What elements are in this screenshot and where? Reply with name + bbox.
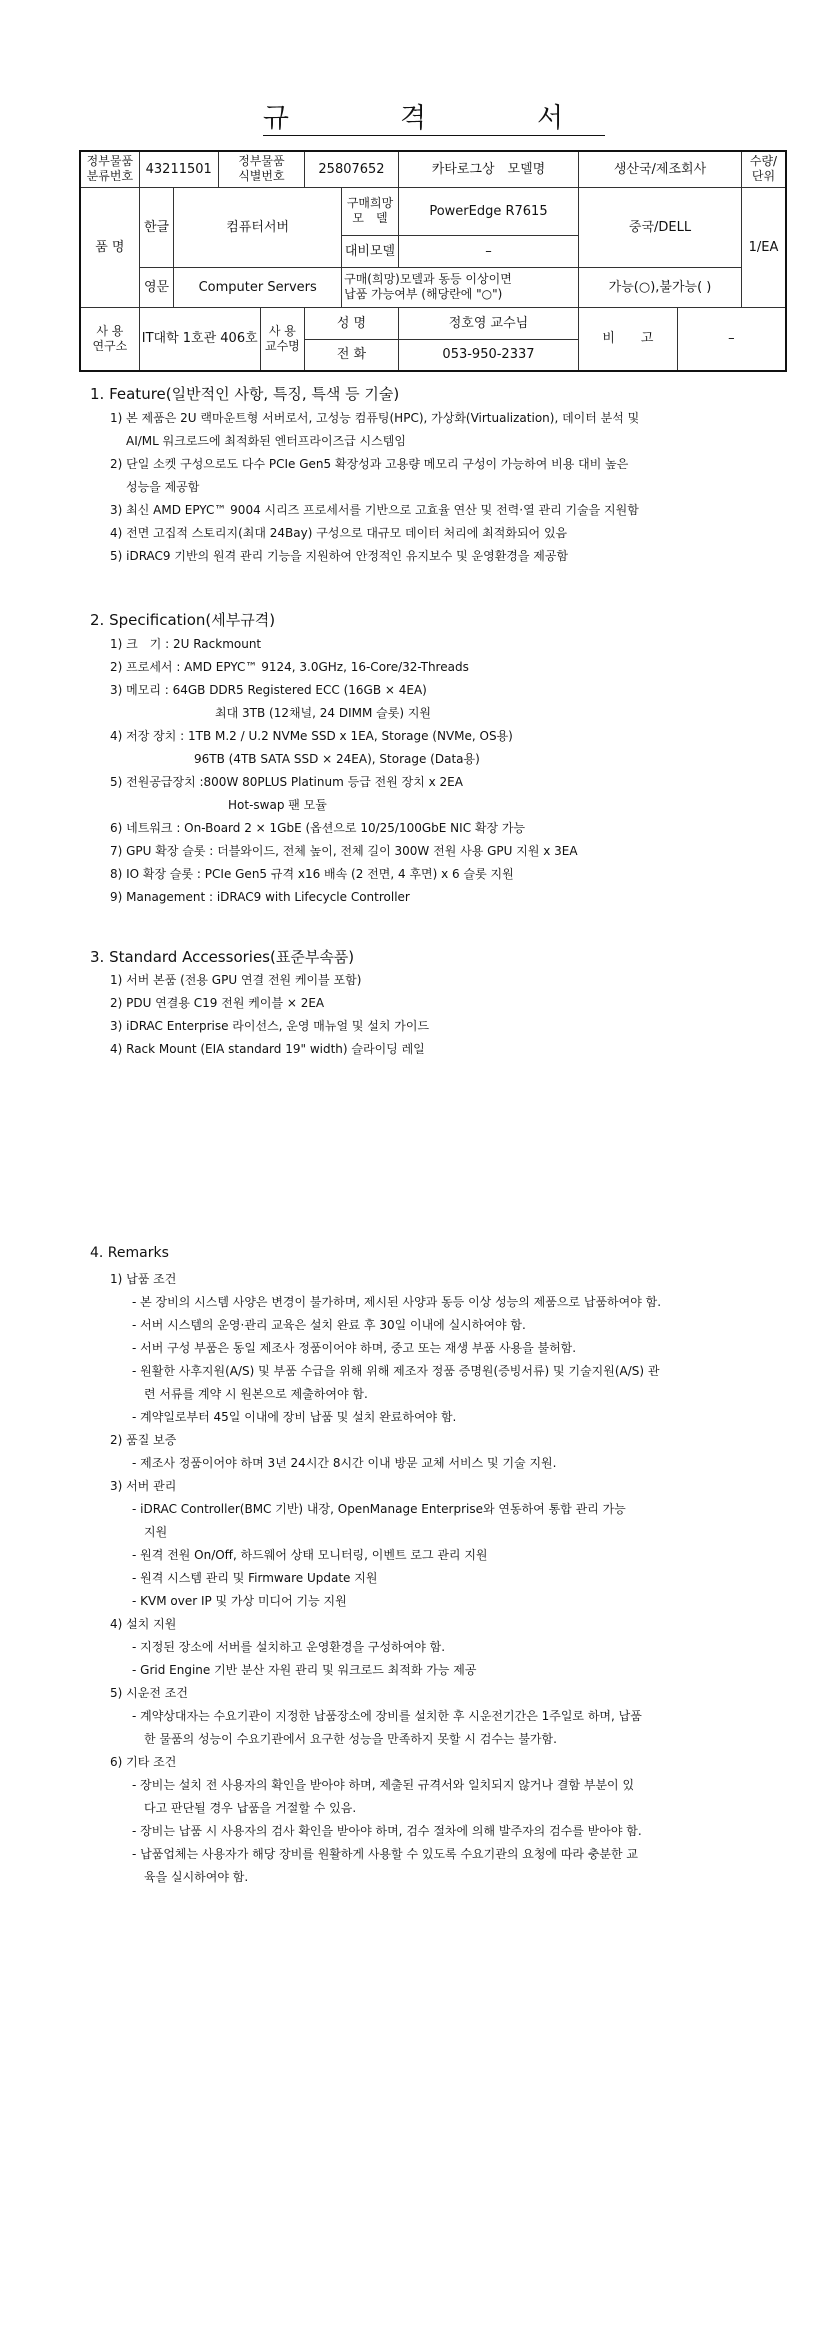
- spec-table: [79, 150, 787, 372]
- phone-label: 전 화: [305, 339, 399, 371]
- list-item: - 장비는 납품 시 사용자의 검사 확인을 받아야 하며, 검수 절차에 의해 발주자의 검수를 받아야 함.: [132, 1824, 642, 1838]
- remarks-value: –: [677, 307, 786, 371]
- catalog-model-label: 카타로그상 모델명: [398, 151, 578, 187]
- english-label: 영문: [139, 267, 174, 307]
- list-item: 8) IO 확장 슬롯 : PCIe Gen5 규격 x16 배속 (2 전면, 4 후면) x 6 슬롯 지원: [110, 867, 514, 881]
- section-title-feature: 1. Feature(일반적인 사항, 특징, 특색 등 기술): [90, 385, 400, 403]
- list-item: 5) 시운전 조건: [110, 1686, 188, 1700]
- section-title-remarks: 4. Remarks: [90, 1245, 169, 1261]
- list-item: 6) 기타 조건: [110, 1755, 177, 1769]
- section-title-accessories: 3. Standard Accessories(표준부속품): [90, 948, 355, 966]
- equivalent-text: 구매(희망)모델과 동등 이상이면 납품 가능여부 (해당란에 "○"): [342, 267, 579, 307]
- page-title: 규 격 서: [262, 103, 606, 134]
- list-item: - 본 장비의 시스템 사양은 변경이 불가하며, 제시된 사양과 동등 이상 성능의 제품으로 납품하여야 함.: [132, 1295, 662, 1309]
- class-no-value: 43211501: [139, 151, 218, 187]
- list-item: 한 물품의 성능이 수요기관에서 요구한 성능을 만족하지 못할 시 검수는 불가함.: [144, 1732, 557, 1746]
- list-item: 7) GPU 확장 슬롯 : 더블와이드, 전체 높이, 전체 길이 300W 전원 사용 GPU 지원 x 3EA: [110, 844, 578, 858]
- alt-model-value: –: [398, 235, 578, 267]
- list-item: - 원격 전원 On/Off, 하드웨어 상태 모니터링, 이벤트 로그 관리 지원: [132, 1548, 488, 1562]
- list-item: - Grid Engine 기반 분산 자원 관리 및 워크로드 최적화 가능 제공: [132, 1663, 477, 1677]
- list-item: - 서버 시스템의 운영·관리 교육은 설치 완료 후 30일 이내에 실시하여야 함.: [132, 1318, 526, 1332]
- list-item: 3) 서버 관리: [110, 1479, 177, 1493]
- user-dept-value: IT대학 1호관 406호: [139, 307, 260, 371]
- list-item: - 계약일로부터 45일 이내에 장비 납품 및 설치 완료하여야 함.: [132, 1410, 457, 1424]
- list-item: AI/ML 워크로드에 최적화된 엔터프라이즈급 시스템임: [126, 434, 406, 448]
- section-title-specification: 2. Specification(세부규격): [90, 611, 276, 629]
- list-item: 2) PDU 연결용 C19 전원 케이블 × 2EA: [110, 996, 325, 1010]
- list-item: 3) 메모리 : 64GB DDR5 Registered ECC (16GB × 4EA): [110, 683, 427, 697]
- list-item: 1) 본 제품은 2U 랙마운트형 서버로서, 고성능 컴퓨팅(HPC), 가상화(Virtualization), 데이터 분석 및: [110, 411, 640, 425]
- list-item: 2) 품질 보증: [110, 1433, 177, 1447]
- list-item: - 원활한 사후지원(A/S) 및 부품 수급을 위해 위해 제조자 정품 증명원(증빙서류) 및 기술지원(A/S) 관: [132, 1364, 660, 1378]
- id-no-value: 25807652: [305, 151, 399, 187]
- list-item: 6) 네트워크 : On-Board 2 × 1GbE (옵션으로 10/25/100GbE NIC 확장 가능: [110, 821, 526, 835]
- korean-label: 한글: [139, 187, 174, 267]
- list-item: - 원격 시스템 관리 및 Firmware Update 지원: [132, 1571, 378, 1585]
- remarks-label: 비 고: [579, 307, 678, 371]
- english-name: Computer Servers: [174, 267, 342, 307]
- list-item: 4) Rack Mount (EIA standard 19" width) 슬라이딩 레일: [110, 1042, 425, 1056]
- name-label: 성 명: [305, 307, 399, 339]
- phone-value: 053-950-2337: [398, 339, 578, 371]
- list-item: 련 서류를 계약 시 원본으로 제출하여야 함.: [144, 1387, 368, 1401]
- desired-model-value: PowerEdge R7615: [398, 187, 578, 235]
- list-item: 5) iDRAC9 기반의 원격 관리 기능을 지원하여 안정적인 유지보수 및 운영환경을 제공함: [110, 549, 569, 563]
- list-item: 육을 실시하여야 함.: [144, 1870, 249, 1884]
- class-no-label: 정부물품 분류번호: [80, 151, 139, 187]
- list-item: 9) Management : iDRAC9 with Lifecycle Controller: [110, 890, 410, 904]
- list-item: - 지정된 장소에 서버를 설치하고 운영환경을 구성하여야 함.: [132, 1640, 446, 1654]
- list-item: 지원: [144, 1525, 168, 1539]
- qty-label: 수량/ 단위: [741, 151, 786, 187]
- equivalent-choice: 가능(○),불가능( ): [579, 267, 742, 307]
- product-name-label: 품 명: [80, 187, 139, 307]
- list-item: 2) 프로세서 : AMD EPYC™ 9124, 3.0GHz, 16-Core/32-Threads: [110, 660, 469, 674]
- list-item: - 납품업체는 사용자가 해당 장비를 원활하게 사용할 수 있도록 수요기관의 요청에 따라 충분한 교: [132, 1847, 639, 1861]
- list-item: 3) 최신 AMD EPYC™ 9004 시리즈 프로세서를 기반으로 고효율 연산 및 전력·열 관리 기술을 지원함: [110, 503, 639, 517]
- list-item: 5) 전원공급장치 :800W 80PLUS Platinum 등급 전원 장치 x 2EA: [110, 775, 463, 789]
- desired-model-label: 구매희망 모 델: [342, 187, 399, 235]
- qty-value: 1/EA: [741, 187, 786, 307]
- name-value: 정호영 교수님: [398, 307, 578, 339]
- list-item: 2) 단일 소켓 구성으로도 다수 PCIe Gen5 확장성과 고용량 메모리 구성이 가능하여 비용 대비 높은: [110, 457, 629, 471]
- list-item: Hot-swap 팬 모듈: [228, 798, 327, 812]
- list-item: 96TB (4TB SATA SSD × 24EA), Storage (Data용): [194, 752, 480, 766]
- user-dept-label: 사 용 연구소: [80, 307, 139, 371]
- list-item: 최대 3TB (12채널, 24 DIMM 슬롯) 지원: [215, 706, 432, 720]
- user-prof-label: 사 용 교수명: [260, 307, 304, 371]
- list-item: - 서버 구성 부품은 동일 제조사 정품이어야 하며, 중고 또는 재생 부품 사용을 불허함.: [132, 1341, 577, 1355]
- list-item: - 계약상대자는 수요기관이 지정한 납품장소에 장비를 설치한 후 시운전기간은 1주일로 하며, 납품: [132, 1709, 642, 1723]
- list-item: 4) 저장 장치 : 1TB M.2 / U.2 NVMe SSD x 1EA, Storage (NVMe, OS용): [110, 729, 513, 743]
- maker-label: 생산국/제조회사: [579, 151, 742, 187]
- list-item: 1) 서버 본품 (전용 GPU 연결 전원 케이블 포함): [110, 973, 362, 987]
- korean-name: 컴퓨터서버: [174, 187, 342, 267]
- alt-model-label: 대비모델: [342, 235, 399, 267]
- list-item: 4) 설치 지원: [110, 1617, 177, 1631]
- id-no-label: 정부물품 식별번호: [218, 151, 304, 187]
- list-item: 3) iDRAC Enterprise 라이선스, 운영 매뉴얼 및 설치 가이드: [110, 1019, 430, 1033]
- list-item: 다고 판단될 경우 납품을 거절할 수 있음.: [144, 1801, 357, 1815]
- list-item: 성능을 제공함: [126, 480, 200, 494]
- list-item: 1) 크 기 : 2U Rackmount: [110, 637, 262, 651]
- list-item: - iDRAC Controller(BMC 기반) 내장, OpenManage Enterprise와 연동하여 통합 관리 가능: [132, 1502, 626, 1516]
- list-item: 1) 납품 조건: [110, 1272, 177, 1286]
- list-item: - 제조사 정품이어야 하며 3년 24시간 8시간 이내 방문 교체 서비스 및 기술 지원.: [132, 1456, 557, 1470]
- list-item: - 장비는 설치 전 사용자의 확인을 받아야 하며, 제출된 규격서와 일치되지 않거나 결함 부분이 있: [132, 1778, 635, 1792]
- list-item: 4) 전면 고집적 스토리지(최대 24Bay) 구성으로 대규모 데이터 처리에 최적화되어 있음: [110, 526, 568, 540]
- maker-value: 중국/DELL: [579, 187, 742, 267]
- list-item: - KVM over IP 및 가상 미디어 기능 지원: [132, 1594, 347, 1608]
